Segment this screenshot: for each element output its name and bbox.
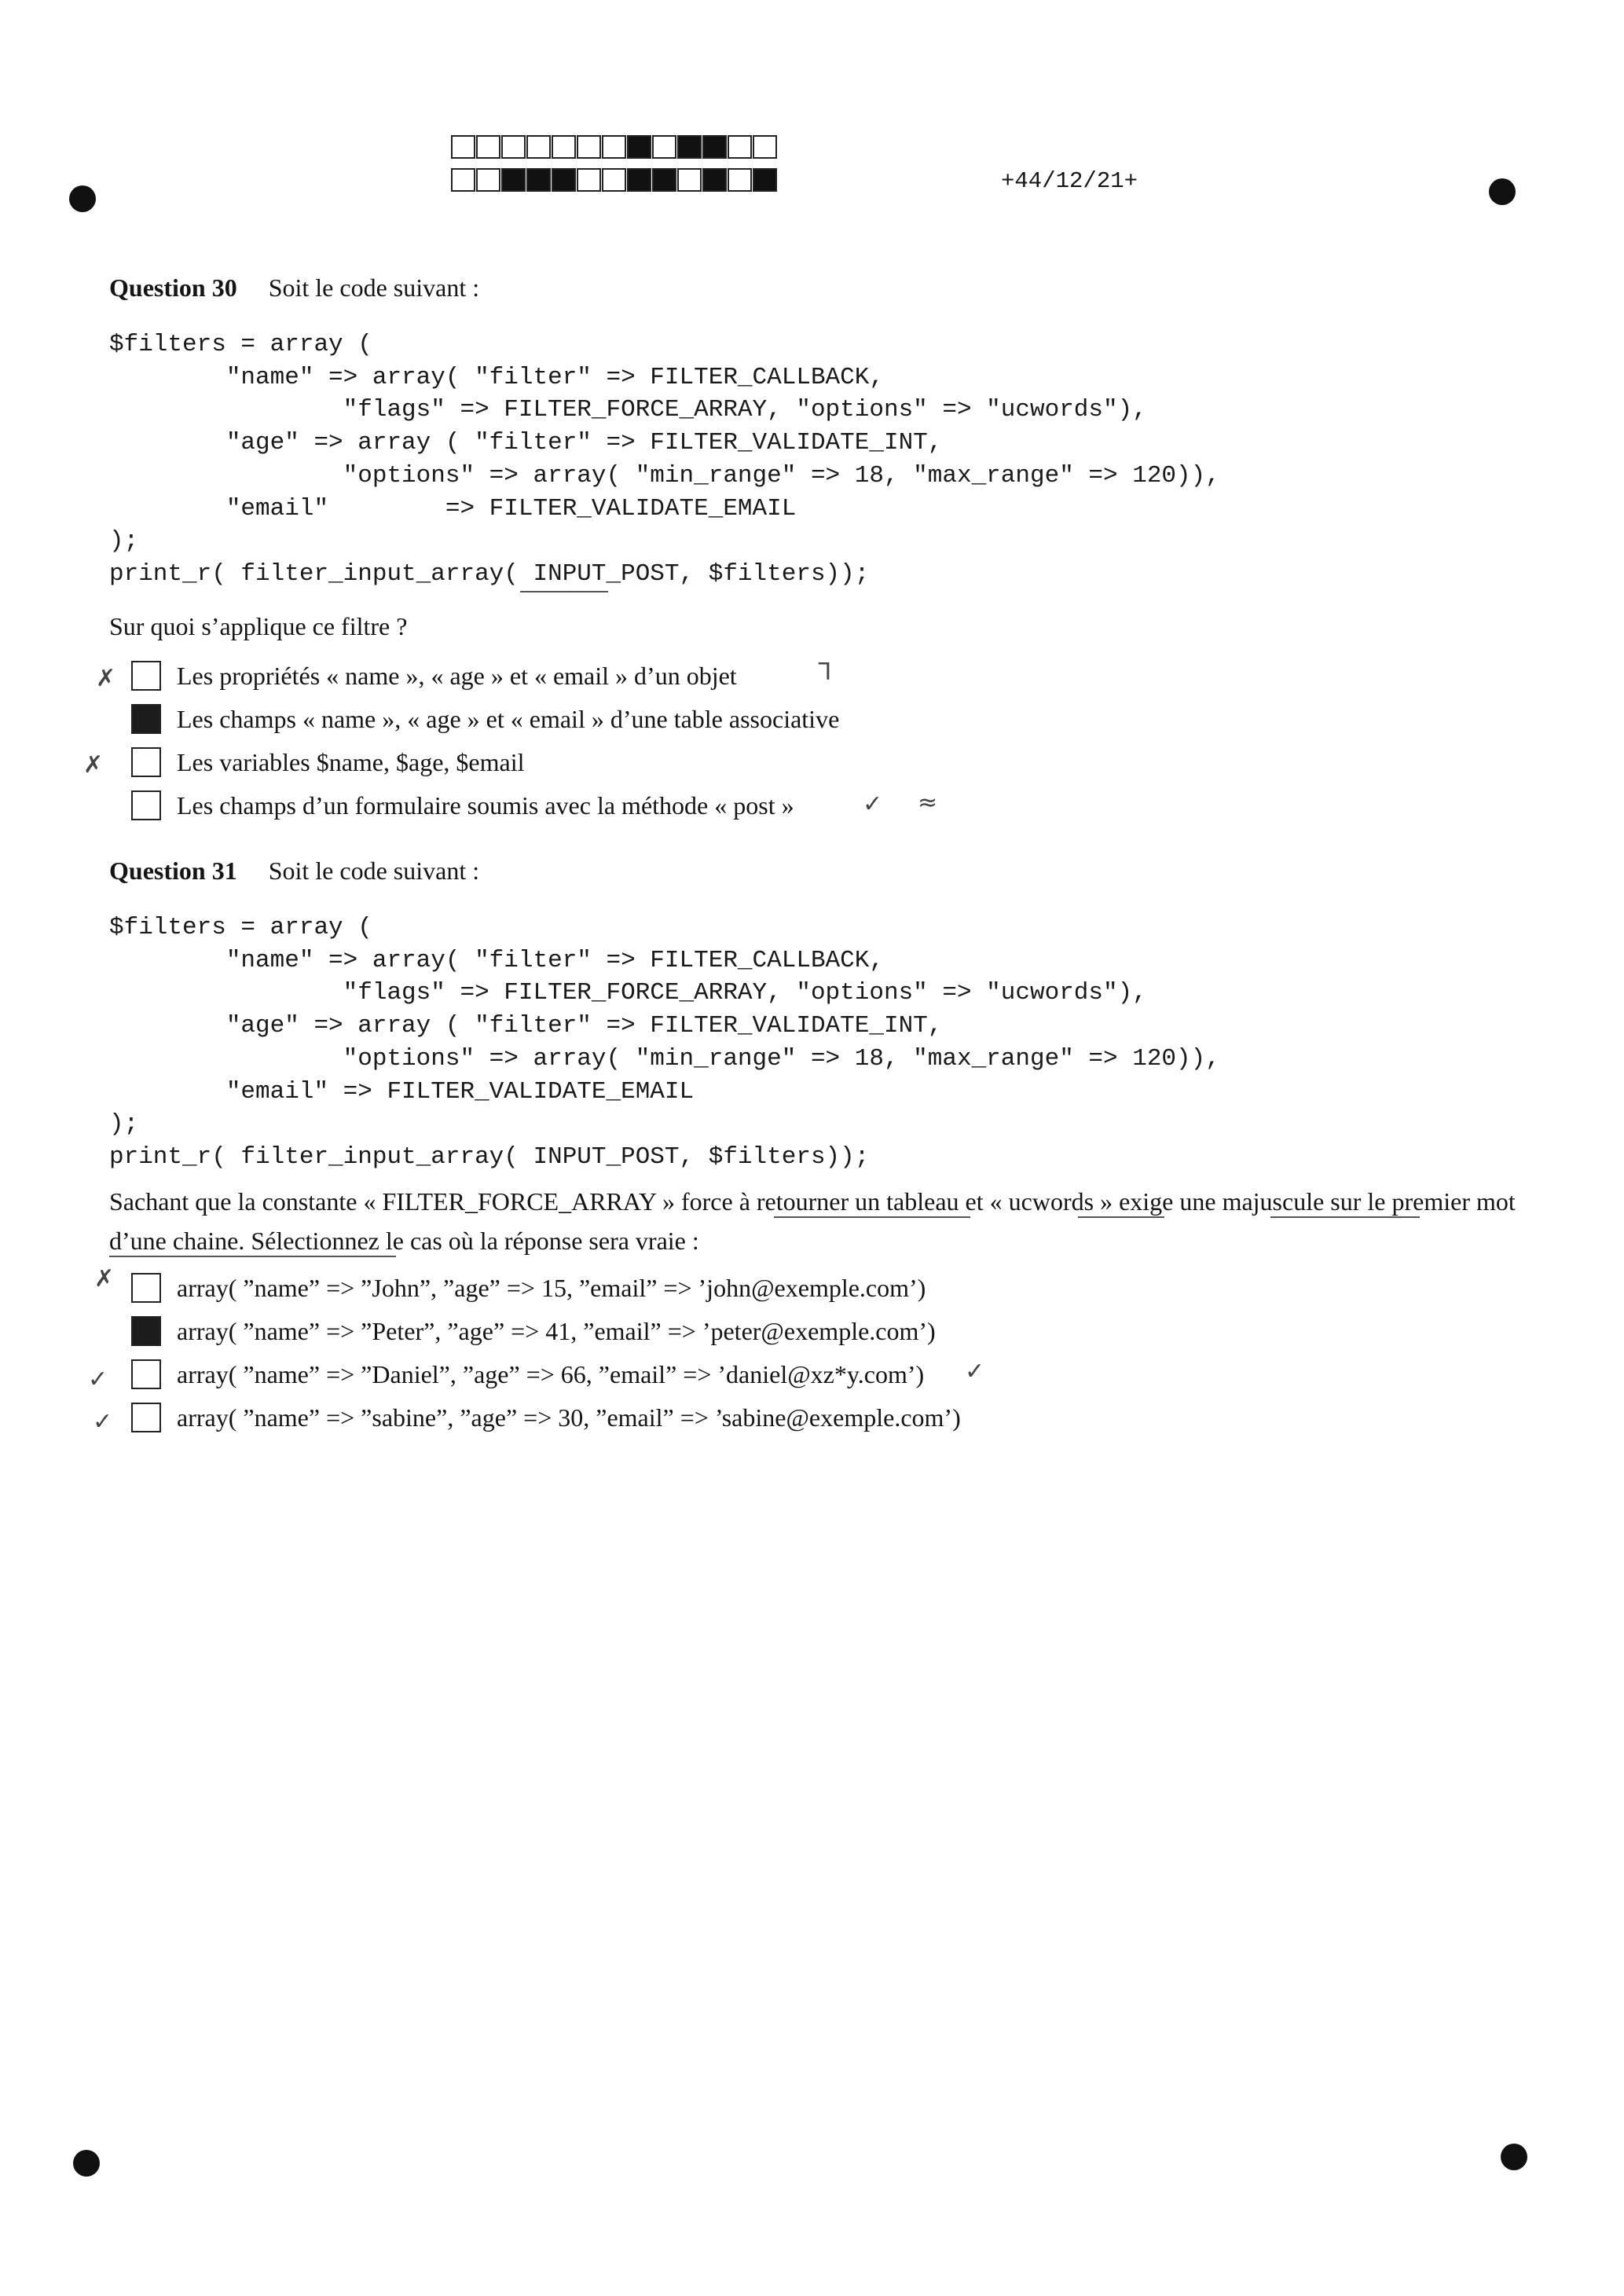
barcode-cell: [702, 135, 727, 159]
barcode-cell: [577, 168, 601, 192]
option-label: Les variables $name, $age, $email: [177, 747, 525, 776]
checkbox-checked[interactable]: [131, 704, 161, 734]
q31-option-4[interactable]: [131, 1403, 961, 1432]
question-number: Question 31: [109, 856, 237, 885]
barcode-cell: [627, 135, 651, 159]
handwritten-cross-mark: ✗: [96, 665, 116, 692]
question-30-prompt: Sur quoi s’applique ce filtre ?: [109, 612, 408, 640]
barcode-cell: [652, 135, 676, 159]
question-intro: Soit le code suivant :: [268, 856, 480, 885]
barcode-cell: [602, 168, 626, 192]
q30-option-3[interactable]: [131, 747, 524, 777]
handwritten-cross-mark: ✗: [83, 751, 104, 779]
barcode-cell: [753, 168, 777, 192]
handwritten-underline: [774, 1216, 970, 1218]
handwritten-check-mark: ✓: [863, 790, 883, 818]
checkbox[interactable]: [131, 1403, 161, 1432]
option-label: array( ”name” => ”Daniel”, ”age” => 66, ”email” => ’daniel@xz*y.com’): [177, 1359, 925, 1388]
handwritten-check-mark: ✓: [93, 1408, 113, 1436]
checkbox[interactable]: [131, 1273, 161, 1303]
handwritten-check-mark: ✓: [965, 1358, 985, 1385]
checkbox-checked[interactable]: [131, 1316, 161, 1346]
q30-option-4[interactable]: [131, 790, 794, 820]
q31-option-2[interactable]: [131, 1316, 936, 1346]
option-label: Les propriétés « name », « age » et « email » d’un objet: [177, 661, 737, 690]
barcode-cell: [526, 135, 551, 159]
barcode-cell: [652, 168, 676, 192]
barcode-cell: [451, 135, 475, 159]
option-label: array( ”name” => ”sabine”, ”age” => 30, ”email” => ’sabine@exemple.com’): [177, 1403, 961, 1432]
barcode-cell: [728, 135, 752, 159]
question-30-code: $filters = array ( "name" => array( "filter" => FILTER_CALLBACK, "flags" => FILTER_FORCE_ARRAY, "options" => "ucwords"), "age" => array ( "filter" => FILTER_VALIDATE_INT, "options" => array( "min_range" => 18, "max_range" => 120)), "email" => FILTER_VALIDATE_EMAIL ); print_r( filter_input_array( INPUT_POST, $filters));: [109, 331, 1220, 588]
checkbox[interactable]: [131, 747, 161, 777]
question-30-title: [109, 273, 479, 303]
barcode-cell: [677, 168, 702, 192]
handwritten-squiggle-mark: ≈: [918, 789, 938, 816]
handwritten-underline: [1270, 1216, 1420, 1218]
q30-option-1[interactable]: [131, 661, 737, 691]
question-number: Question 30: [109, 273, 237, 302]
barcode-cell: [552, 168, 576, 192]
checkbox[interactable]: [131, 1359, 161, 1389]
barcode-cell: [577, 135, 601, 159]
question-31-prompt: Sachant que la constante « FILTER_FORCE_ARRAY » force à retourner un tableau et « ucwords » exige une majuscule sur le premier mot d’une chaine. Sélectionnez le cas où la réponse sera vraie :: [109, 1187, 1516, 1255]
q30-option-2[interactable]: [131, 704, 839, 734]
handwritten-cross-mark: ✗: [94, 1265, 115, 1293]
barcode-cell: [552, 135, 576, 159]
option-label: Les champs « name », « age » et « email » d’une table associative: [177, 704, 840, 733]
q31-option-3[interactable]: [131, 1359, 924, 1389]
barcode-cell: [627, 168, 651, 192]
q31-option-1[interactable]: [131, 1273, 926, 1303]
barcode-cell: [728, 168, 752, 192]
barcode-row-2: [451, 168, 778, 192]
option-label: Les champs d’un formulaire soumis avec la méthode « post »: [177, 790, 794, 820]
barcode-cell: [476, 168, 500, 192]
barcode-cell: [501, 168, 526, 192]
option-label: array( ”name” => ”John”, ”age” => 15, ”email” => ’john@exemple.com’): [177, 1273, 926, 1302]
page-id: +44/12/21+: [1001, 168, 1138, 194]
handwritten-underline: [1078, 1216, 1164, 1218]
barcode-cell: [702, 168, 727, 192]
question-31-title: [109, 856, 479, 886]
checkbox[interactable]: [131, 790, 161, 820]
registration-mark-bottom-left: [73, 2150, 100, 2177]
barcode-cell: [476, 135, 500, 159]
barcode-cell: [753, 135, 777, 159]
barcode-cell: [602, 135, 626, 159]
barcode-cell: [677, 135, 702, 159]
handwritten-underline: [109, 1256, 396, 1257]
registration-mark-top-left: [69, 185, 96, 212]
registration-mark-top-right: [1489, 178, 1516, 205]
registration-mark-bottom-right: [1501, 2144, 1527, 2170]
barcode-cell: [451, 168, 475, 192]
handwritten-squiggle-mark: ᒣ: [817, 658, 832, 686]
handwritten-underline: [520, 591, 608, 592]
question-31-code: $filters = array ( "name" => array( "filter" => FILTER_CALLBACK, "flags" => FILTER_FORCE_ARRAY, "options" => "ucwords"), "age" => array ( "filter" => FILTER_VALIDATE_INT, "options" => array( "min_range" => 18, "max_range" => 120)), "email" => FILTER_VALIDATE_EMAIL ); print_r( filter_input_array( INPUT_POST, $filters));: [109, 914, 1220, 1171]
barcode-row-1: [451, 135, 778, 159]
checkbox[interactable]: [131, 661, 161, 691]
barcode-cell: [526, 168, 551, 192]
option-label: array( ”name” => ”Peter”, ”age” => 41, ”email” => ’peter@exemple.com’): [177, 1316, 936, 1345]
handwritten-check-mark: ✓: [88, 1366, 108, 1393]
question-intro: Soit le code suivant :: [268, 273, 480, 302]
barcode-cell: [501, 135, 526, 159]
